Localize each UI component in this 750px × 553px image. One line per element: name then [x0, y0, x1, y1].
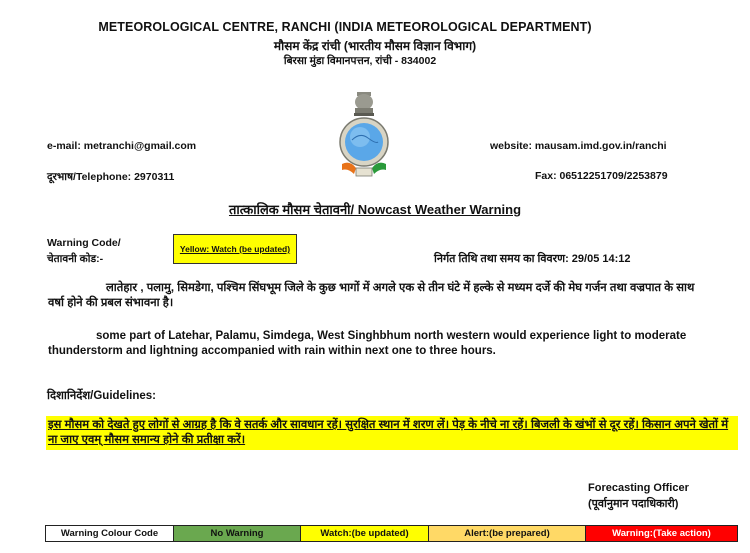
header-address: बिरसा मुंडा विमानपत्तन, रांची - 834002	[283, 55, 437, 67]
guidelines-label: दिशानिर्देश/Guidelines:	[47, 390, 156, 402]
warning-code-label	[47, 235, 121, 267]
legend-cell-no-warning: No Warning	[174, 526, 301, 541]
forecasting-officer	[588, 480, 689, 512]
issue-time	[434, 251, 631, 266]
email: e-mail: metranchi@gmail.com	[47, 140, 197, 152]
header-hindi-title: मौसम केंद्र रांची (भारतीय मौसम विज्ञान विभाग)	[273, 39, 477, 53]
warning-text-english	[48, 329, 718, 359]
warning-code-badge	[173, 234, 297, 264]
imd-emblem-icon	[338, 90, 390, 182]
header-title: METEOROLOGICAL CENTRE, RANCHI (INDIA METEOROLOGICAL DEPARTMENT)	[98, 20, 592, 34]
warning-text-english-content: some part of Latehar, Palamu, Simdega, West Singhbhum north western would experience light to moderate thunderstorm and lightning accompanied with rain within next one to three hours.	[48, 330, 687, 357]
legend-cell-warning: Warning:(Take action)	[586, 526, 737, 541]
warning-code-label-en: Warning Code/	[47, 237, 121, 249]
guidelines-text: इस मौसम को देखते हुए लोगों से आग्रह है कि वे सतर्क और सावधान रहें। सुरक्षित स्थान में शरण लें। पेड़ के नीचे ना रहें। बिजली के खंभों से दूर रहें। किसान अपने खेतों में ना जाए एवम् मौसम समान्य होने की प्रतीक्षा करें।	[46, 416, 738, 450]
issue-time-label: निर्गत तिथि तथा समय का विवरण:	[434, 253, 569, 265]
issue-time-value: 29/05 14:12	[571, 253, 631, 265]
warning-text-hindi	[48, 281, 708, 311]
officer-title-hi: (पूर्वानुमान पदाधिकारी)	[588, 498, 679, 510]
warning-code-label-hi: चेतावनी कोड:-	[47, 253, 104, 265]
warning-title: तात्कालिक मौसम चेतावनी/ Nowcast Weather Warning	[228, 202, 522, 217]
warning-text-hindi-content: लातेहार , पलामु, सिमडेगा, पश्चिम सिंघभूम जिले के कुछ भागों में अगले एक से तीन घंटे में हल्के से मध्यम दर्जे की मेघ गर्जन तथा वज्रपात के साथ वर्षा होने की प्रबल संभावना है।	[48, 282, 695, 309]
fax: Fax: 06512251709/2253879	[535, 170, 668, 182]
warning-colour-legend	[45, 525, 738, 542]
warning-code-value: Yellow: Watch (be updated)	[179, 244, 291, 254]
officer-title-en: Forecasting Officer	[588, 482, 689, 494]
legend-cell-header: Warning Colour Code	[46, 526, 174, 541]
legend-cell-watch: Watch:(be updated)	[301, 526, 429, 541]
website: website: mausam.imd.gov.in/ranchi	[490, 140, 667, 152]
legend-cell-alert: Alert:(be prepared)	[429, 526, 586, 541]
telephone: दूरभाष/Telephone: 2970311	[47, 171, 175, 183]
